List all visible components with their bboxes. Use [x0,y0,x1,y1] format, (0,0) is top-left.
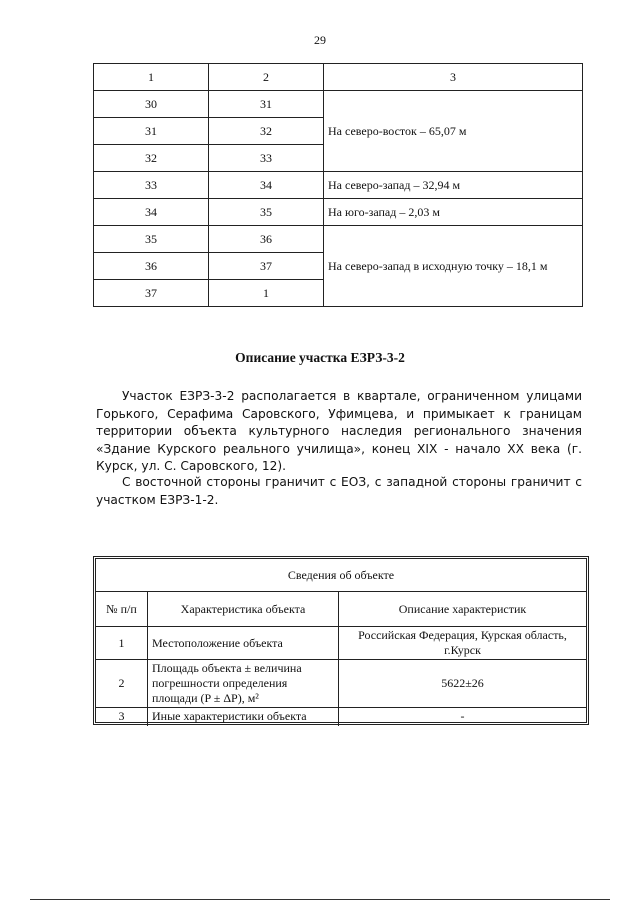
column-header: Характеристика объекта [148,592,339,627]
point-to: 32 [209,118,324,145]
point-to: 36 [209,226,324,253]
point-to: 31 [209,91,324,118]
boundary-points-table [93,63,583,307]
point-from: 30 [94,91,209,118]
table-title: Сведения об объекте [96,559,586,592]
column-header: № п/п [96,592,148,627]
point-from: 31 [94,118,209,145]
point-from: 32 [94,145,209,172]
column-header: 3 [324,64,583,91]
point-to: 33 [209,145,324,172]
table-row [96,627,586,660]
object-info-table-frame [93,556,589,725]
page-bottom-edge [30,899,610,900]
table-row [94,226,583,253]
section-heading: Описание участка ЕЗРЗ-3-2 [235,350,405,365]
direction-description: На северо-запад – 32,94 м [324,172,583,199]
row-number: 2 [96,660,148,708]
table-row [96,708,586,726]
table-row [94,172,583,199]
characteristic-description: - [339,708,587,726]
table-row [94,91,583,118]
column-header: Описание характеристик [339,592,587,627]
paragraph: Участок ЕЗРЗ-3-2 располагается в квартале, ограниченном улицами Горького, Серафима Саровского, Уфимцева, и примыкает к границам территории объекта культурного наследия регионального значения «Здание Курского реального училища», конец XIX - начало XX века (г. Курск, ул. С. Саровского, 12). [96,389,582,473]
characteristic: Иные характеристики объекта [148,708,339,726]
characteristic: Площадь объекта ± величина погрешности определения площади (P ± ΔP), м² [148,660,339,708]
point-from: 36 [94,253,209,280]
column-header: 1 [94,64,209,91]
paragraph: С восточной стороны граничит с ЕОЗ, с западной стороны граничит с участком ЕЗРЗ-1-2. [96,475,582,507]
characteristic-description: Российская Федерация, Курская область, г.Курск [339,627,587,660]
point-to: 35 [209,199,324,226]
point-to: 34 [209,172,324,199]
point-from: 35 [94,226,209,253]
row-number: 3 [96,708,148,726]
direction-description: На юго-запад – 2,03 м [324,199,583,226]
page-number: 29 [314,33,326,47]
table-row [94,199,583,226]
direction-description: На северо-восток – 65,07 м [324,91,583,172]
row-number: 1 [96,627,148,660]
table-header-row [94,64,583,91]
point-to: 37 [209,253,324,280]
object-info-table [96,559,586,726]
characteristic-description: 5622±26 [339,660,587,708]
point-from: 34 [94,199,209,226]
point-from: 33 [94,172,209,199]
point-to: 1 [209,280,324,307]
characteristic: Местоположение объекта [148,627,339,660]
point-from: 37 [94,280,209,307]
table-header-row [96,592,586,627]
direction-description: На северо-запад в исходную точку – 18,1 м [324,226,583,307]
column-header: 2 [209,64,324,91]
table-row [96,660,586,708]
